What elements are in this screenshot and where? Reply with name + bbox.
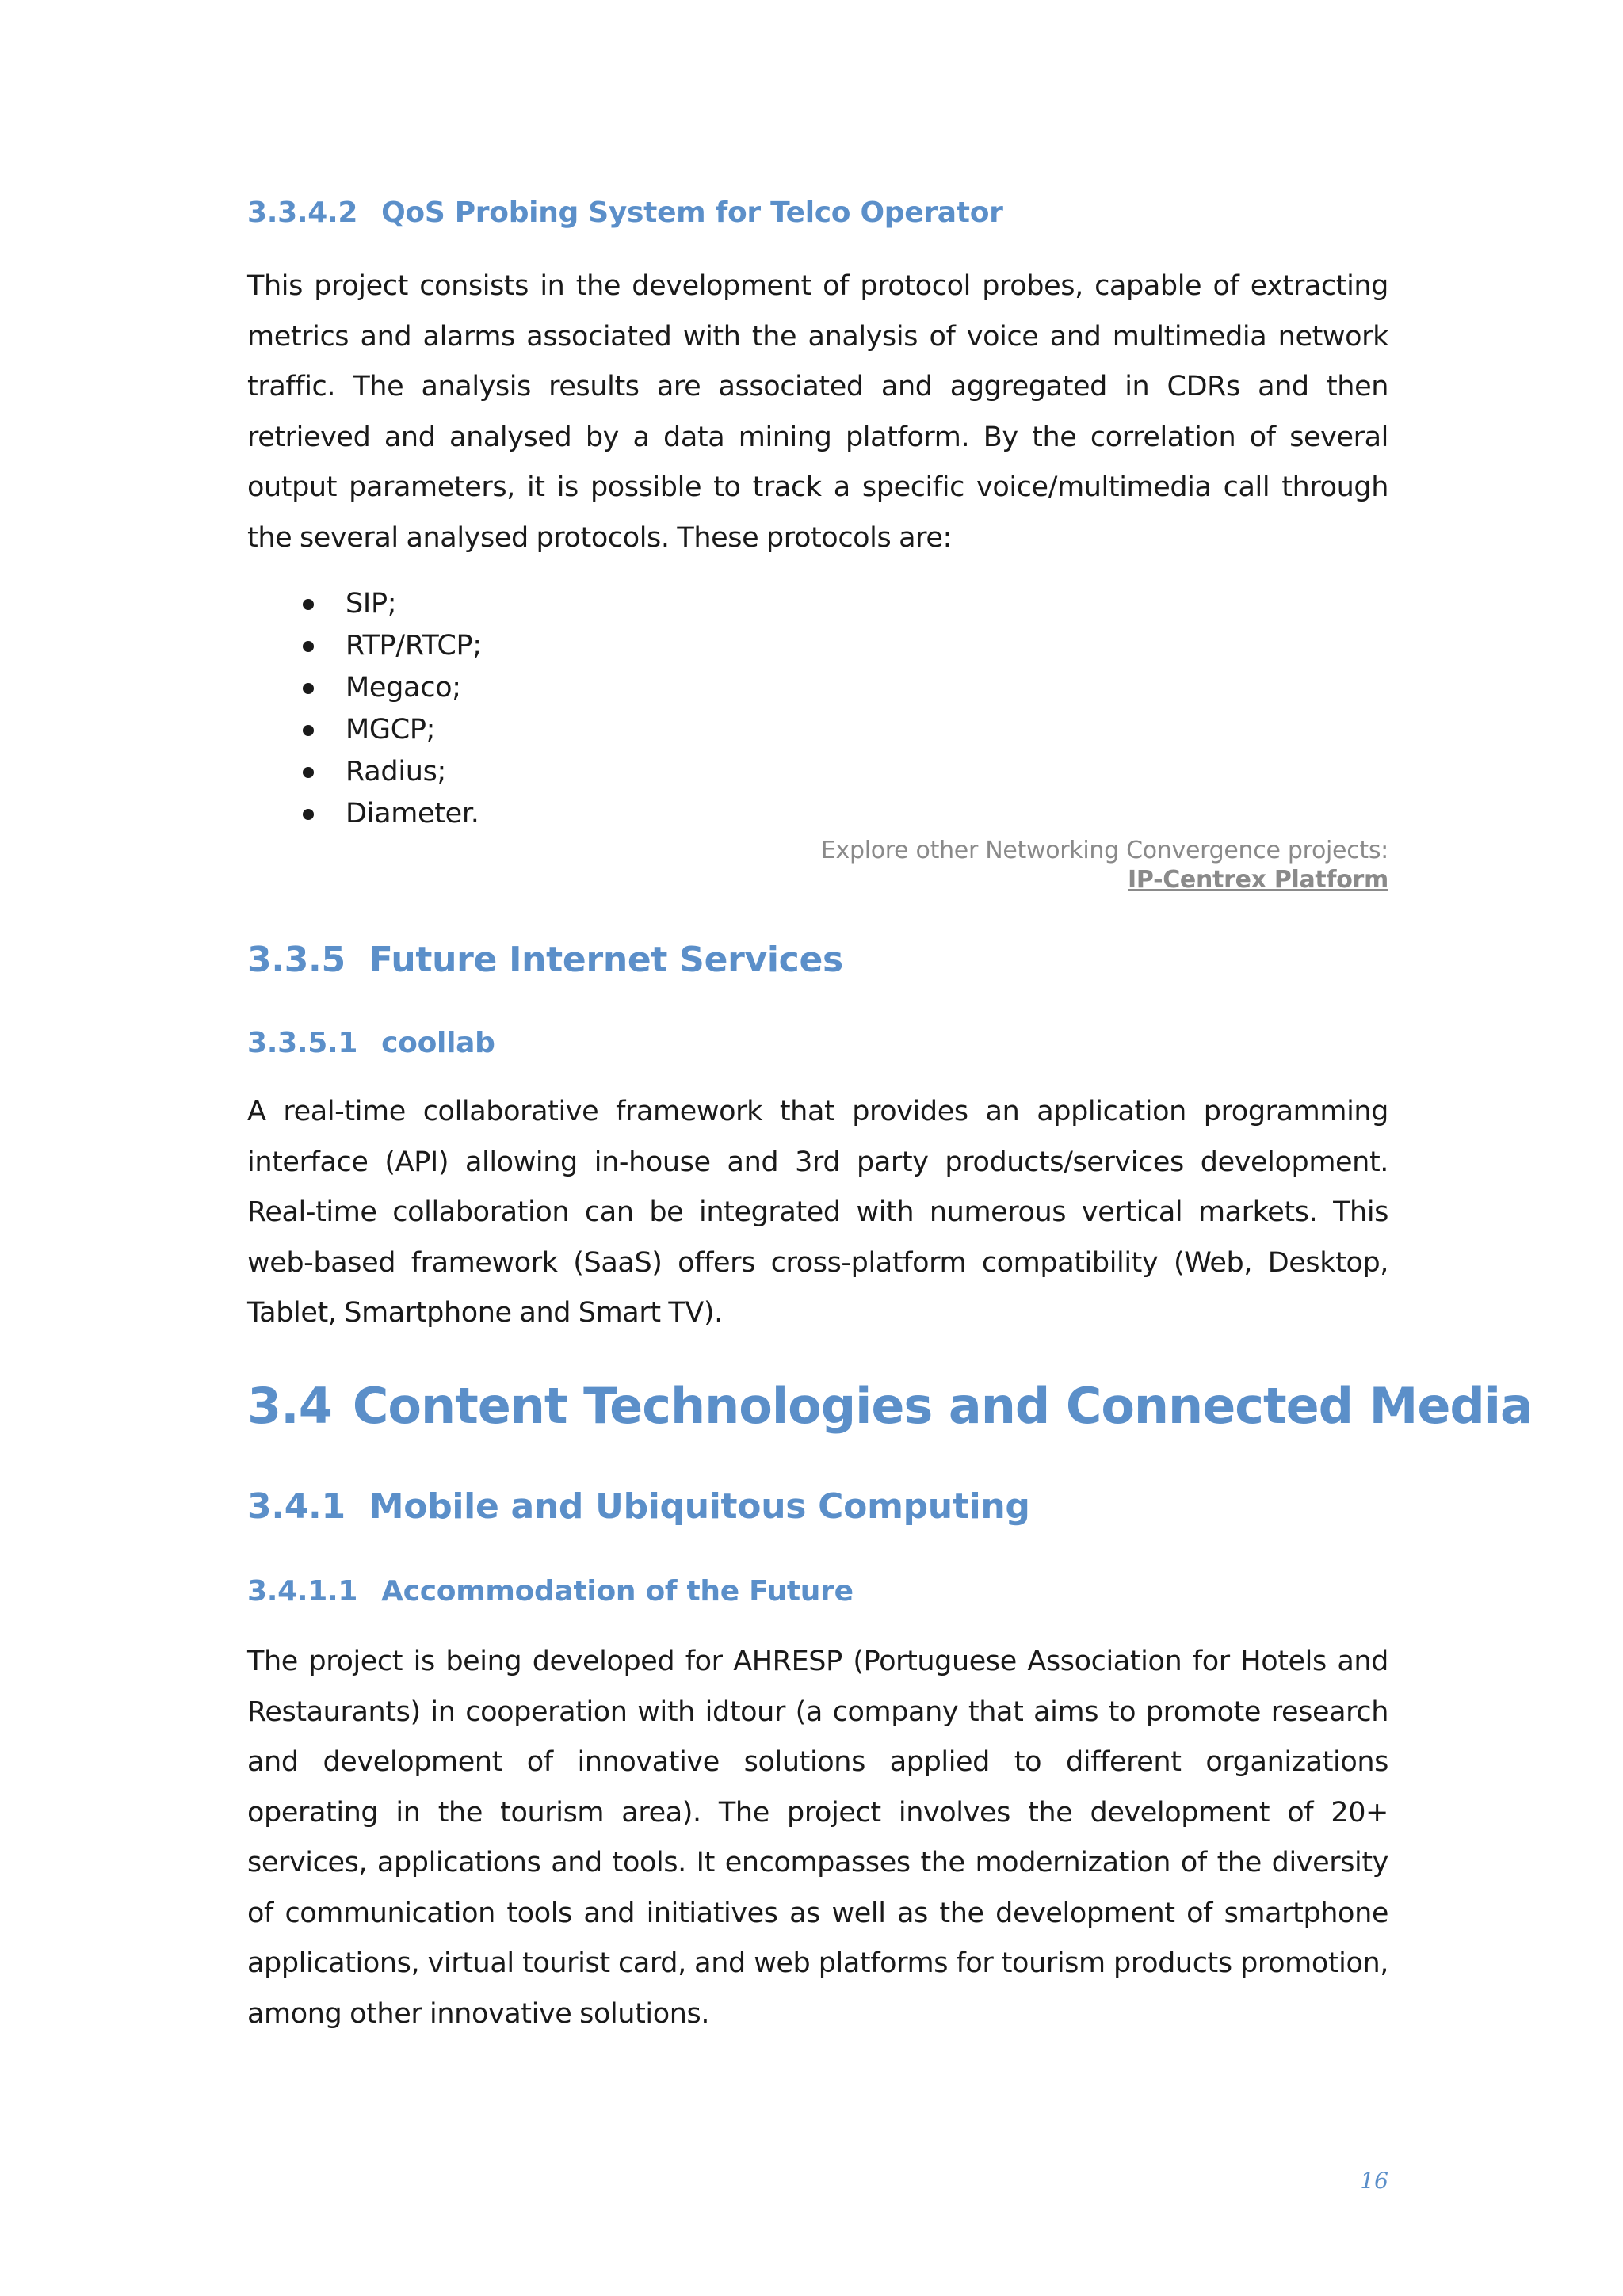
- protocol-list: [295, 583, 482, 835]
- list-item: Diameter.: [295, 793, 482, 835]
- heading-qos-probing: [247, 196, 1003, 229]
- bullet-icon: [303, 767, 314, 778]
- heading-number: 3.3.4.2: [247, 196, 358, 229]
- ip-centrex-platform-link[interactable]: IP-Centrex Platform: [1128, 866, 1388, 894]
- heading-text: Mobile and Ubiquitous Computing: [369, 1486, 1030, 1527]
- heading-number: 3.4.1: [247, 1486, 346, 1527]
- heading-accommodation-future: [247, 1575, 854, 1608]
- page-number: 16: [1360, 2168, 1388, 2194]
- heading-number: 3.4: [247, 1377, 332, 1435]
- list-item: MGCP;: [295, 709, 482, 751]
- heading-text: Future Internet Services: [369, 940, 843, 980]
- heading-text: QoS Probing System for Telco Operator: [381, 196, 1003, 229]
- heading-number: 3.3.5: [247, 940, 346, 980]
- list-item: RTP/RTCP;: [295, 625, 482, 667]
- heading-text: Content Technologies and Connected Media: [352, 1377, 1533, 1435]
- explore-text: Explore other Networking Convergence projects:: [820, 837, 1388, 864]
- heading-number: 3.3.5.1: [247, 1027, 358, 1059]
- heading-text: Accommodation of the Future: [381, 1575, 854, 1608]
- list-item: SIP;: [295, 583, 482, 625]
- heading-number: 3.4.1.1: [247, 1575, 358, 1608]
- heading-mobile-ubiquitous: [247, 1486, 1030, 1527]
- bullet-icon: [303, 599, 314, 610]
- bullet-icon: [303, 725, 314, 736]
- paragraph-accommodation: The project is being developed for AHRESP (Portuguese Association for Hotels and Restaurants) in cooperation with idtour (a company that aims to promote research and development of innovative solutions applied to different organizations operating in the tourism area). The project involves the development of 20+ services, applications and tools. It encompasses the modernization of the diversity of communication tools and initiatives as well as the development of smartphone applications, virtual tourist card, and web platforms for tourism products promotion, among other innovative solutions.: [247, 1646, 1388, 2030]
- heading-coollab: [247, 1027, 495, 1059]
- bullet-icon: [303, 683, 314, 694]
- heading-text: coollab: [381, 1027, 495, 1059]
- bullet-icon: [303, 641, 314, 652]
- paragraph-coollab: A real-time collaborative framework that provides an application programming interface (API) allowing in-house and 3rd party products/services development. Real-time collaboration can be integrated with numerous vertical markets. This web-based framework (SaaS) offers cross-platform compatibility (Web, Desktop, Tablet, Smartphone and Smart TV).: [247, 1096, 1388, 1329]
- heading-future-internet-services: [247, 940, 843, 980]
- explore-other-projects: [821, 837, 1388, 894]
- paragraph-qos-probing: This project consists in the development of protocol probes, capable of extracting metrics and alarms associated with the analysis of voice and multimedia network traffic. The analysis results are associated and aggregated in CDRs and then retrieved and analysed by a data mining platform. By the correlation of several output parameters, it is possible to track a specific voice/multimedia call through the several analysed protocols. These protocols are:: [247, 270, 1388, 554]
- bullet-icon: [303, 809, 314, 820]
- list-item: Radius;: [295, 751, 482, 793]
- heading-content-technologies: [247, 1377, 1533, 1435]
- list-item: Megaco;: [295, 667, 482, 709]
